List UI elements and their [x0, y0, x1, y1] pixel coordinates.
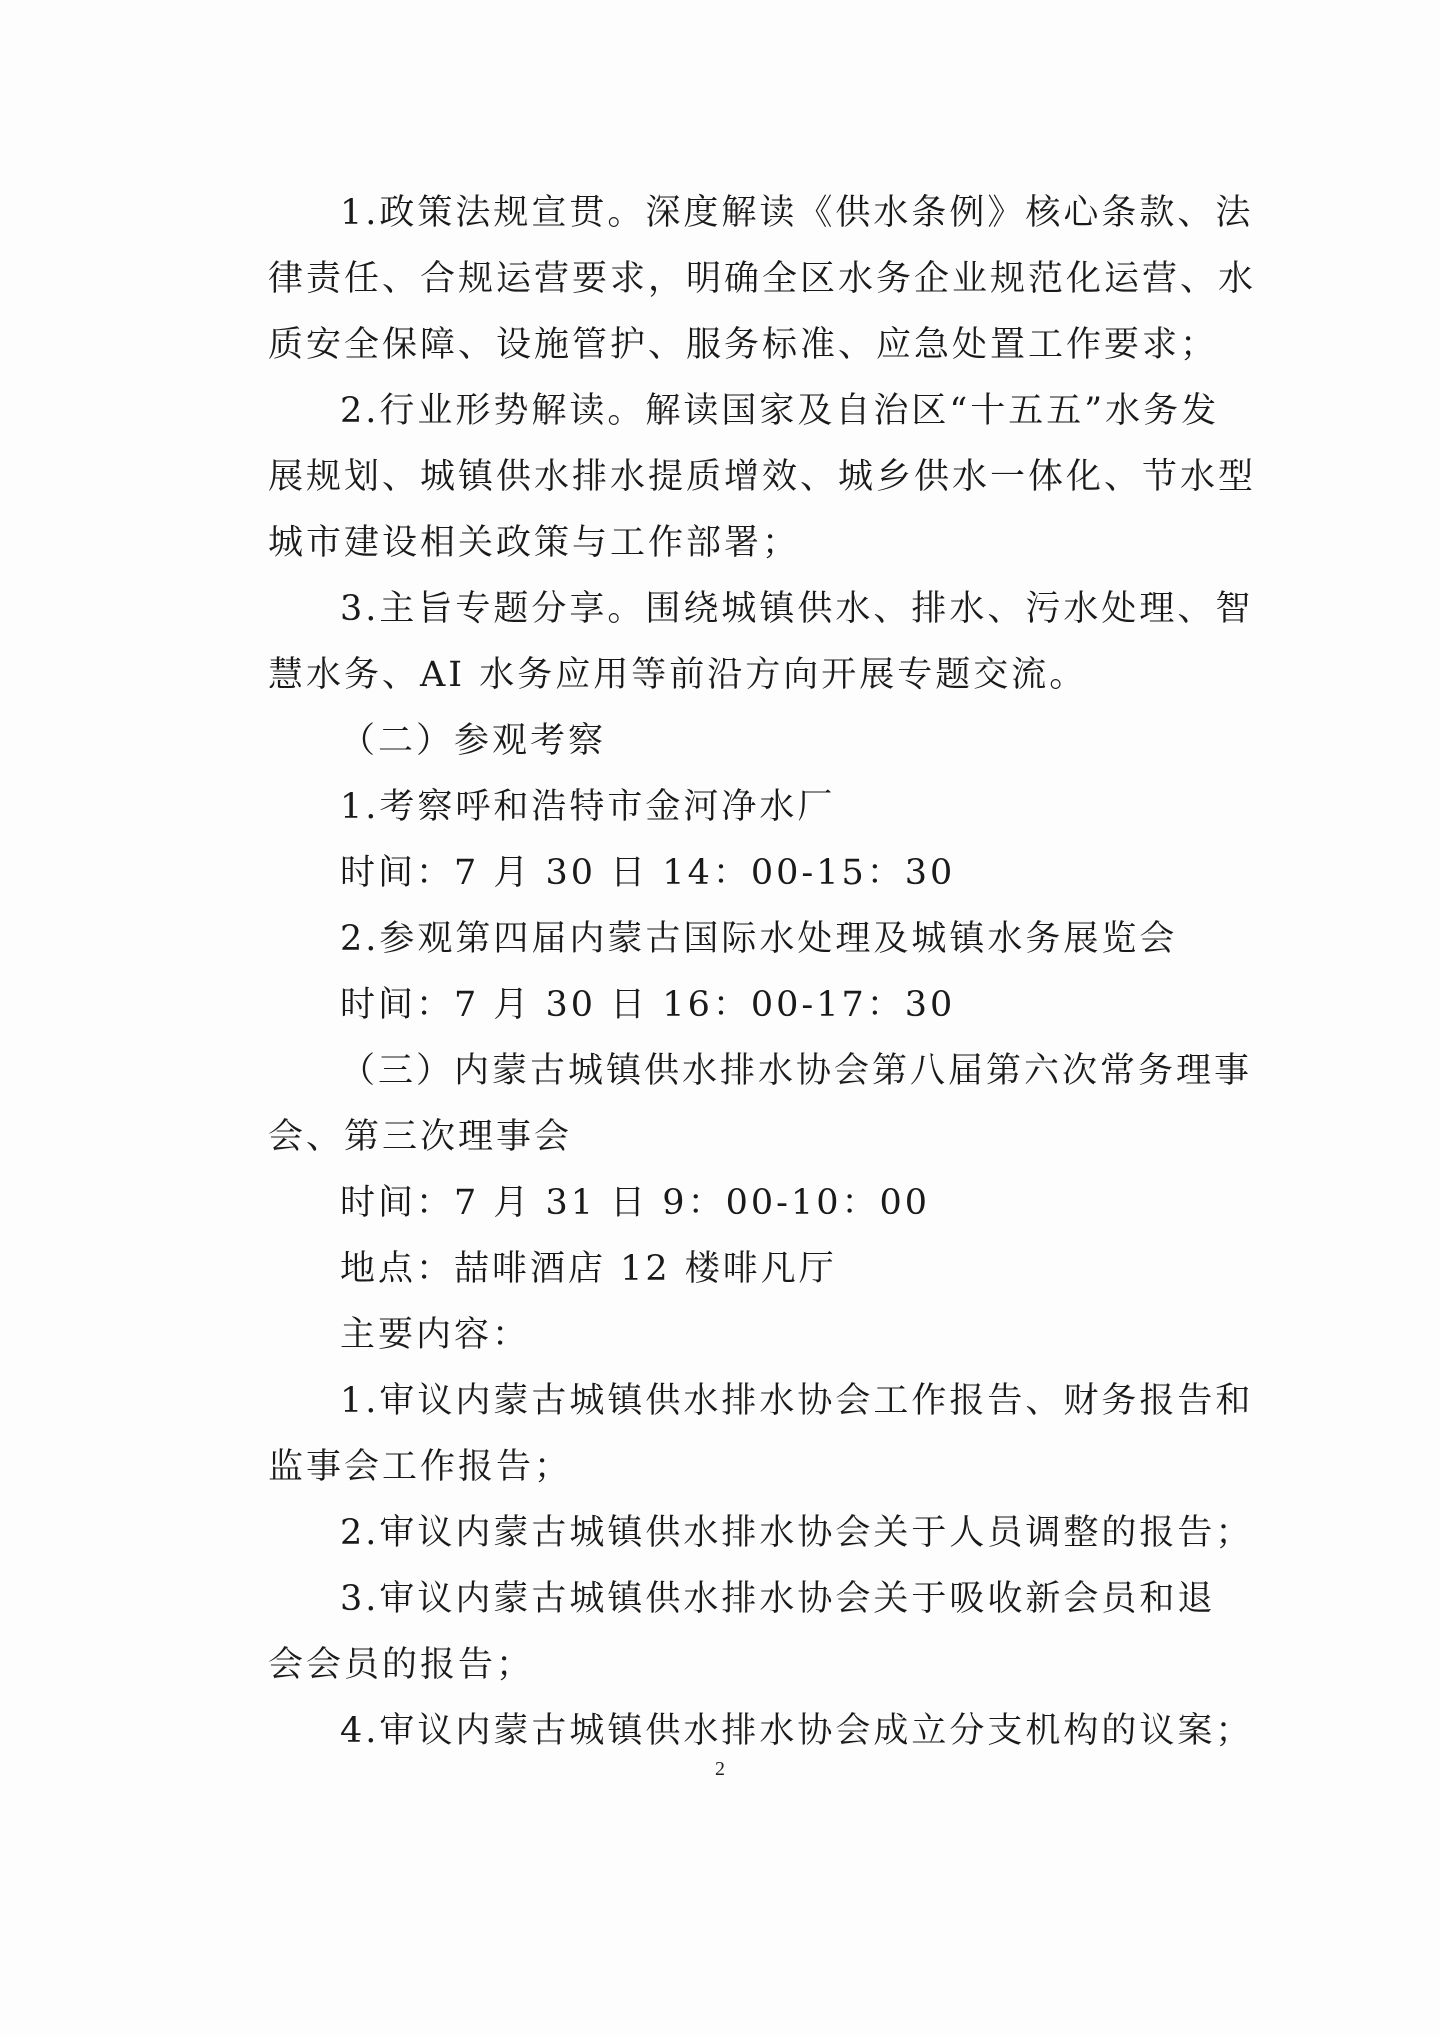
paragraph-line: 3.审议内蒙古城镇供水排水协会关于吸收新会员和退: [340, 1579, 1216, 1619]
section-heading: （三）内蒙古城镇供水排水协会第八届第六次常务理事: [340, 1051, 1253, 1091]
paragraph-line: 2.行业形势解读。解读国家及自治区“十五五”水务发: [340, 391, 1220, 431]
document-body: [268, 180, 1257, 1764]
location-line: 地点：喆啡酒店 12 楼啡凡厅: [340, 1249, 837, 1289]
paragraph-line: 1.政策法规宣贯。深度解读《供水条例》核心条款、法: [340, 193, 1254, 233]
paragraph-line: 展规划、城镇供水排水提质增效、城乡供水一体化、节水型: [268, 457, 1257, 497]
paragraph-line: 1.考察呼和浩特市金河净水厂: [340, 787, 836, 827]
paragraph-line: 4.审议内蒙古城镇供水排水协会成立分支机构的议案；: [340, 1711, 1254, 1751]
paragraph-line: 1.审议内蒙古城镇供水排水协会工作报告、财务报告和: [340, 1381, 1254, 1421]
paragraph-line: 会会员的报告；: [268, 1645, 535, 1685]
section-heading: （二）参观考察: [340, 721, 607, 761]
page-number: 2: [715, 1758, 725, 1780]
time-line: 时间：7 月 31 日 9：00-10：00: [340, 1183, 931, 1223]
paragraph-line: 城市建设相关政策与工作部署；: [268, 523, 801, 563]
paragraph-line: 慧水务、AI 水务应用等前沿方向开展专题交流。: [268, 655, 1088, 695]
time-line: 时间：7 月 30 日 14：00-15：30: [340, 853, 956, 893]
paragraph-line: 2.审议内蒙古城镇供水排水协会关于人员调整的报告；: [340, 1513, 1254, 1553]
section-heading: 会、第三次理事会: [268, 1117, 573, 1157]
paragraph-line: 质安全保障、设施管护、服务标准、应急处置工作要求；: [268, 325, 1219, 365]
paragraph-line: 律责任、合规运营要求，明确全区水务企业规范化运营、水: [268, 259, 1257, 299]
paragraph-line: 主要内容：: [340, 1315, 531, 1355]
paragraph-line: 监事会工作报告；: [268, 1447, 573, 1487]
paragraph-line: 3.主旨专题分享。围绕城镇供水、排水、污水处理、智: [340, 589, 1254, 629]
time-line: 时间：7 月 30 日 16：00-17：30: [340, 985, 956, 1025]
paragraph-line: 2.参观第四届内蒙古国际水处理及城镇水务展览会: [340, 919, 1178, 959]
